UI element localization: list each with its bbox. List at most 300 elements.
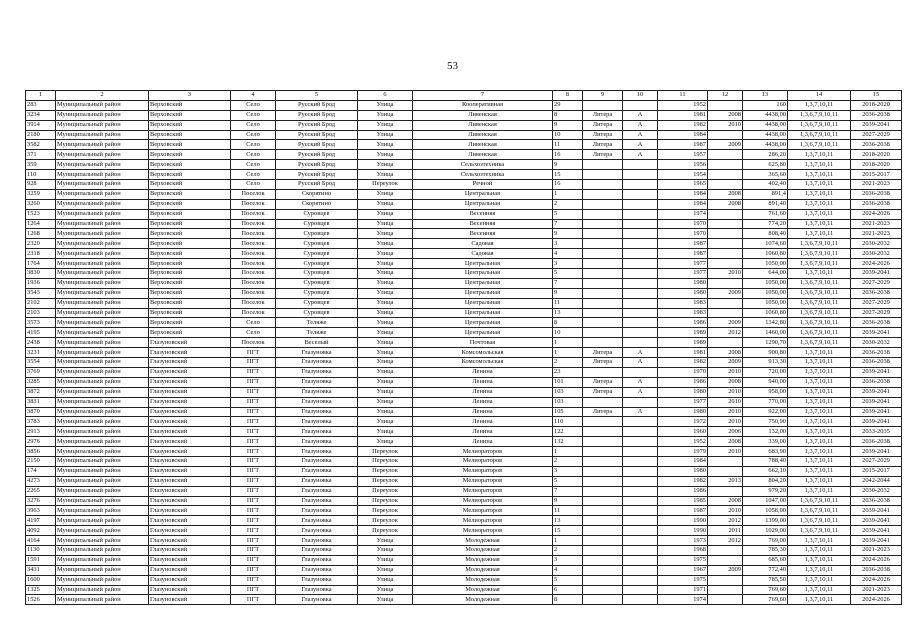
table-cell: 2042-2044 — [851, 476, 902, 486]
table-cell — [623, 417, 658, 427]
table-cell: Литера — [583, 110, 623, 120]
table-cell: Улица — [358, 575, 413, 585]
table-row — [26, 397, 902, 407]
table-cell: ПГТ — [231, 506, 276, 516]
table-cell — [583, 219, 623, 229]
table-cell: Переулок — [358, 486, 413, 496]
table-cell: 785,50 — [743, 575, 788, 585]
table-cell: 1970 — [658, 219, 708, 229]
table-cell: Улица — [358, 318, 413, 328]
table-cell: 1,3,7,10,11 — [788, 377, 851, 387]
table-cell: Ленина — [413, 407, 553, 417]
table-cell: 1,3,7,10,11 — [788, 160, 851, 170]
table-cell: 2976 — [26, 437, 56, 447]
table-cell: Литера — [583, 348, 623, 358]
table-cell: 1342,80 — [743, 318, 788, 328]
table-cell: Глазуновский — [149, 466, 231, 476]
table-cell: Глазуновский — [149, 486, 231, 496]
table-cell: Суровцев — [276, 229, 358, 239]
table-cell — [623, 308, 658, 318]
table-cell: 2036-2038 — [851, 199, 902, 209]
table-cell: Улица — [358, 427, 413, 437]
table-row — [26, 585, 902, 595]
table-cell: 1984 — [658, 199, 708, 209]
table-cell: Переулок — [358, 466, 413, 476]
table-cell: 1980 — [658, 466, 708, 476]
table-cell: 769,60 — [743, 595, 788, 605]
table-cell: Улица — [358, 585, 413, 595]
table-cell: 1460,00 — [743, 328, 788, 338]
table-cell: Мелиораторов — [413, 506, 553, 516]
table-cell — [583, 555, 623, 565]
table-row — [26, 545, 902, 555]
table-cell: Русский Брод — [276, 150, 358, 160]
table-cell: Верховский — [149, 170, 231, 180]
table-cell: Глазуновский — [149, 545, 231, 555]
table-cell: Поселок — [231, 219, 276, 229]
table-cell: Ленина — [413, 377, 553, 387]
table-cell: А — [623, 377, 658, 387]
table-cell — [708, 555, 743, 565]
table-cell: Поселок — [231, 199, 276, 209]
table-cell: Верховский — [149, 160, 231, 170]
column-header-1: 1 — [26, 91, 56, 101]
table-cell: 2 — [553, 199, 583, 209]
table-cell: Село — [231, 170, 276, 180]
table-cell: Глазуновский — [149, 348, 231, 358]
table-cell: 804,20 — [743, 476, 788, 486]
table-cell — [583, 239, 623, 249]
table-cell: 1980 — [658, 387, 708, 397]
table-cell: Муниципальный район — [56, 447, 149, 457]
table-cell: Глазуновский — [149, 367, 231, 377]
table-row — [26, 130, 902, 140]
table-cell: 891,40 — [743, 199, 788, 209]
table-cell: 1,3,7,10,11 — [788, 486, 851, 496]
table-cell: Глазуновский — [149, 595, 231, 605]
table-cell: Глазуновка — [276, 387, 358, 397]
table-cell: 1,3,6,7,9,10,11 — [788, 526, 851, 536]
table-cell — [708, 486, 743, 496]
table-cell: 110 — [553, 417, 583, 427]
table-cell: Глазуновка — [276, 545, 358, 555]
table-cell: Улица — [358, 269, 413, 279]
table-cell: 1987 — [658, 249, 708, 259]
table-cell: Верховский — [149, 110, 231, 120]
table-cell: 2008 — [708, 348, 743, 358]
table-row — [26, 219, 902, 229]
table-cell: 8 — [553, 318, 583, 328]
table-cell: Поселок — [231, 278, 276, 288]
table-row — [26, 318, 902, 328]
table-cell — [708, 545, 743, 555]
table-cell: Глазуновка — [276, 506, 358, 516]
table-cell: 122 — [553, 427, 583, 437]
table-cell: 1 — [553, 189, 583, 199]
table-cell: 402,40 — [743, 180, 788, 190]
table-cell: 103 — [553, 387, 583, 397]
table-cell: Литера — [583, 358, 623, 368]
table-cell: Русский Брод — [276, 100, 358, 110]
table-cell: 2036-2038 — [851, 288, 902, 298]
table-cell: Центральная — [413, 259, 553, 269]
table-cell — [583, 308, 623, 318]
table-cell: Суровцев — [276, 288, 358, 298]
table-cell: Ленина — [413, 387, 553, 397]
table-cell: 2027-2029 — [851, 298, 902, 308]
table-cell: 1268 — [26, 229, 56, 239]
table-cell: 1985 — [658, 496, 708, 506]
table-cell — [708, 180, 743, 190]
table-cell: Литера — [583, 387, 623, 397]
table-cell: А — [623, 407, 658, 417]
table-row — [26, 298, 902, 308]
table-row — [26, 100, 902, 110]
table-cell: Суровцев — [276, 259, 358, 269]
table-cell: Верховский — [149, 189, 231, 199]
table-cell: Улица — [358, 397, 413, 407]
table-cell: ПГТ — [231, 456, 276, 466]
table-cell: Глазуновка — [276, 367, 358, 377]
table-cell — [583, 278, 623, 288]
page-number: 53 — [447, 60, 458, 72]
table-cell: 2009 — [708, 358, 743, 368]
table-cell: Глазуновка — [276, 377, 358, 387]
table-cell: Глазуновский — [149, 447, 231, 457]
table-cell: 2036-2038 — [851, 110, 902, 120]
table-cell: 13 — [553, 516, 583, 526]
table-cell: 283 — [26, 100, 56, 110]
table-cell: 1984 — [658, 189, 708, 199]
table-cell — [623, 367, 658, 377]
table-cell: 2039-2041 — [851, 417, 902, 427]
table-cell: Поселок — [231, 249, 276, 259]
column-header-2: 2 — [56, 91, 149, 101]
table-cell: Литера — [583, 120, 623, 130]
table-cell: 2030-2032 — [851, 338, 902, 348]
table-cell: 1,3,7,10,11 — [788, 447, 851, 457]
table-cell: 8 — [553, 595, 583, 605]
table-cell: 1954 — [658, 170, 708, 180]
table-cell: ПГТ — [231, 536, 276, 546]
table-cell: Глазуновка — [276, 536, 358, 546]
table-row — [26, 120, 902, 130]
table-cell: 1975 — [658, 575, 708, 585]
table-cell: Мелиораторов — [413, 516, 553, 526]
table-cell: 9 — [553, 229, 583, 239]
table-cell: 1,3,6,7,9,10,11 — [788, 288, 851, 298]
table-cell: 2015-2017 — [851, 170, 902, 180]
table-cell: А — [623, 120, 658, 130]
table-cell: Улица — [358, 130, 413, 140]
table-cell: Верховский — [149, 209, 231, 219]
housing-register-table — [25, 90, 902, 605]
table-cell: Русский Брод — [276, 140, 358, 150]
table-cell: 6 — [553, 585, 583, 595]
table-cell: Муниципальный район — [56, 120, 149, 130]
table-cell — [708, 466, 743, 476]
table-cell: Мелиораторов — [413, 456, 553, 466]
table-cell: 2011 — [708, 526, 743, 536]
table-cell: 2036-2038 — [851, 348, 902, 358]
table-cell — [708, 278, 743, 288]
table-cell: 769,00 — [743, 536, 788, 546]
table-cell: А — [623, 110, 658, 120]
table-cell: Глазуновка — [276, 397, 358, 407]
column-header-5: 5 — [276, 91, 358, 101]
table-cell: 1989 — [658, 338, 708, 348]
table-cell: Молодежная — [413, 595, 553, 605]
table-cell: ПГТ — [231, 367, 276, 377]
table-cell: 1981 — [658, 110, 708, 120]
table-cell: 4438,00 — [743, 110, 788, 120]
table-cell: 769,60 — [743, 585, 788, 595]
table-cell: Молодежная — [413, 555, 553, 565]
table-cell: Село — [231, 110, 276, 120]
table-cell: 2039-2041 — [851, 506, 902, 516]
table-cell: Садовая — [413, 239, 553, 249]
table-cell: 2010 — [708, 407, 743, 417]
table-cell: 1952 — [658, 437, 708, 447]
table-cell — [623, 476, 658, 486]
table-cell: 2036-2038 — [851, 358, 902, 368]
table-cell: Верховский — [149, 278, 231, 288]
table-cell: 1957 — [658, 150, 708, 160]
table-cell: Глазуновский — [149, 377, 231, 387]
table-cell: 4 — [553, 249, 583, 259]
table-cell — [583, 437, 623, 447]
table-cell: 1,3,6,7,9,10,11 — [788, 298, 851, 308]
table-cell — [623, 249, 658, 259]
table-cell: Центральная — [413, 269, 553, 279]
table-cell: 2036-2038 — [851, 318, 902, 328]
table-body — [26, 100, 902, 604]
table-cell: 4195 — [26, 328, 56, 338]
table-cell: Комсомольская — [413, 348, 553, 358]
table-cell: Суровцев — [276, 219, 358, 229]
table-cell: Улица — [358, 565, 413, 575]
table-cell: Мелиораторов — [413, 466, 553, 476]
table-cell: 3831 — [26, 397, 56, 407]
table-cell — [623, 506, 658, 516]
table-cell: 2039-2041 — [851, 120, 902, 130]
table-cell: Муниципальный район — [56, 239, 149, 249]
table-cell: 685,60 — [743, 555, 788, 565]
table-cell: Улица — [358, 555, 413, 565]
table-cell: 1,3,6,7,9,10,11 — [788, 140, 851, 150]
table-row — [26, 496, 902, 506]
table-cell: 132,00 — [743, 427, 788, 437]
table-cell: Верховский — [149, 318, 231, 328]
table-cell: 1977 — [658, 259, 708, 269]
table-cell: Поселок — [231, 189, 276, 199]
table-cell: Глазуновский — [149, 506, 231, 516]
table-cell: Муниципальный район — [56, 516, 149, 526]
table-cell: ПГТ — [231, 585, 276, 595]
table-cell — [623, 298, 658, 308]
table-cell: 2030-2032 — [851, 249, 902, 259]
table-cell: Верховский — [149, 219, 231, 229]
table-cell: Улица — [358, 288, 413, 298]
table-cell — [623, 456, 658, 466]
table-cell: Переулок — [358, 516, 413, 526]
table-cell — [583, 397, 623, 407]
table-cell: Верховский — [149, 140, 231, 150]
table-cell: А — [623, 387, 658, 397]
table-cell: 922,00 — [743, 407, 788, 417]
table-cell: 2010 — [708, 447, 743, 457]
table-cell: 9 — [553, 496, 583, 506]
table-cell: 1979 — [658, 447, 708, 457]
table-cell: 761,60 — [743, 209, 788, 219]
table-cell: 101 — [553, 377, 583, 387]
table-cell: 1980 — [658, 278, 708, 288]
table-row — [26, 288, 902, 298]
table-cell: 132 — [553, 437, 583, 447]
table-cell: 2039-2041 — [851, 367, 902, 377]
table-cell: 2 — [553, 545, 583, 555]
table-cell — [583, 545, 623, 555]
table-cell: Комсомольская — [413, 358, 553, 368]
table-row — [26, 140, 902, 150]
table-cell: Муниципальный район — [56, 496, 149, 506]
table-cell: 2018-2020 — [851, 100, 902, 110]
table-cell: Муниципальный район — [56, 298, 149, 308]
table-cell: Глазуновский — [149, 358, 231, 368]
table-cell: 2010 — [708, 397, 743, 407]
table-cell: 1,3,7,10,11 — [788, 417, 851, 427]
table-row — [26, 160, 902, 170]
table-cell: 1 — [553, 536, 583, 546]
table-cell: Улица — [358, 189, 413, 199]
table-cell: Муниципальный район — [56, 199, 149, 209]
table-row — [26, 239, 902, 249]
table-cell: 1989 — [658, 328, 708, 338]
table-cell: 4438,00 — [743, 130, 788, 140]
table-cell: 2008 — [708, 496, 743, 506]
table-cell: Муниципальный район — [56, 585, 149, 595]
table-cell: 1,3,7,10,11 — [788, 595, 851, 605]
table-row — [26, 506, 902, 516]
table-cell: Муниципальный район — [56, 367, 149, 377]
table-row — [26, 536, 902, 546]
table-cell: 1,3,7,10,11 — [788, 585, 851, 595]
table-cell: 1970 — [658, 229, 708, 239]
table-cell: 2030-2032 — [851, 486, 902, 496]
table-cell: Поселок — [231, 229, 276, 239]
table-cell: 1,3,7,10,11 — [788, 170, 851, 180]
table-cell — [623, 100, 658, 110]
table-cell: Улица — [358, 437, 413, 447]
table-cell: Село — [231, 328, 276, 338]
table-cell: Центральная — [413, 298, 553, 308]
table-row — [26, 575, 902, 585]
table-cell: 1,3,7,10,11 — [788, 466, 851, 476]
table-cell — [623, 526, 658, 536]
table-cell: 2009 — [708, 565, 743, 575]
table-cell: Муниципальный район — [56, 387, 149, 397]
table-cell: ПГТ — [231, 417, 276, 427]
table-cell: 1980 — [658, 407, 708, 417]
table-cell: Суровцев — [276, 269, 358, 279]
column-header-14: 14 — [788, 91, 851, 101]
table-cell: Русский Брод — [276, 130, 358, 140]
table-cell: 1,3,7,10,11 — [788, 397, 851, 407]
table-cell: Ленина — [413, 417, 553, 427]
table-cell: 1987 — [658, 140, 708, 150]
table-cell: 2012 — [708, 536, 743, 546]
table-cell: Муниципальный район — [56, 565, 149, 575]
table-cell: 1974 — [658, 209, 708, 219]
table-row — [26, 456, 902, 466]
table-row — [26, 110, 902, 120]
table-cell: 3769 — [26, 367, 56, 377]
table-cell: Муниципальный район — [56, 130, 149, 140]
table-cell: 662,10 — [743, 466, 788, 476]
table-cell: ПГТ — [231, 407, 276, 417]
column-header-4: 4 — [231, 91, 276, 101]
table-cell: 2039-2041 — [851, 447, 902, 457]
table-cell: А — [623, 130, 658, 140]
table-cell — [623, 536, 658, 546]
table-cell: 1,3,6,7,9,10,11 — [788, 249, 851, 259]
column-header-15: 15 — [851, 91, 902, 101]
table-cell: 1984 — [658, 130, 708, 140]
table-cell — [623, 189, 658, 199]
table-row — [26, 526, 902, 536]
table-cell: Улица — [358, 150, 413, 160]
table-cell: 2039-2041 — [851, 526, 902, 536]
table-cell: Глазуновский — [149, 575, 231, 585]
table-cell: 103 — [553, 397, 583, 407]
table-cell — [708, 575, 743, 585]
table-cell: 4164 — [26, 536, 56, 546]
table-cell: Улица — [358, 249, 413, 259]
table-cell: 1290,70 — [743, 338, 788, 348]
table-cell: 3914 — [26, 120, 56, 130]
table-cell: 23 — [553, 367, 583, 377]
table-cell: 1983 — [658, 308, 708, 318]
table-cell: 7 — [553, 278, 583, 288]
table-cell: 13 — [553, 308, 583, 318]
table-cell — [623, 447, 658, 457]
table-cell: 928 — [26, 180, 56, 190]
table-cell: 979,20 — [743, 486, 788, 496]
table-cell — [708, 239, 743, 249]
table-cell: Муниципальный район — [56, 466, 149, 476]
table-row — [26, 565, 902, 575]
table-cell — [583, 447, 623, 457]
table-cell — [623, 496, 658, 506]
table-cell: Глазуновский — [149, 397, 231, 407]
table-cell: 1986 — [658, 486, 708, 496]
table-cell: 1,3,7,10,11 — [788, 358, 851, 368]
table-cell: Глазуновка — [276, 476, 358, 486]
table-cell: 3 — [553, 239, 583, 249]
table-cell: 2018-2020 — [851, 160, 902, 170]
table-cell: 2010 — [708, 367, 743, 377]
table-cell: 10 — [553, 130, 583, 140]
table-row — [26, 437, 902, 447]
table-cell: 2027-2029 — [851, 278, 902, 288]
table-cell: 1984 — [658, 456, 708, 466]
table-cell: Верховский — [149, 298, 231, 308]
table-cell: Верховский — [149, 259, 231, 269]
table-cell: 2021-2023 — [851, 180, 902, 190]
table-cell: 1990 — [658, 516, 708, 526]
table-cell: Глазуновский — [149, 338, 231, 348]
table-cell: 2039-2041 — [851, 269, 902, 279]
